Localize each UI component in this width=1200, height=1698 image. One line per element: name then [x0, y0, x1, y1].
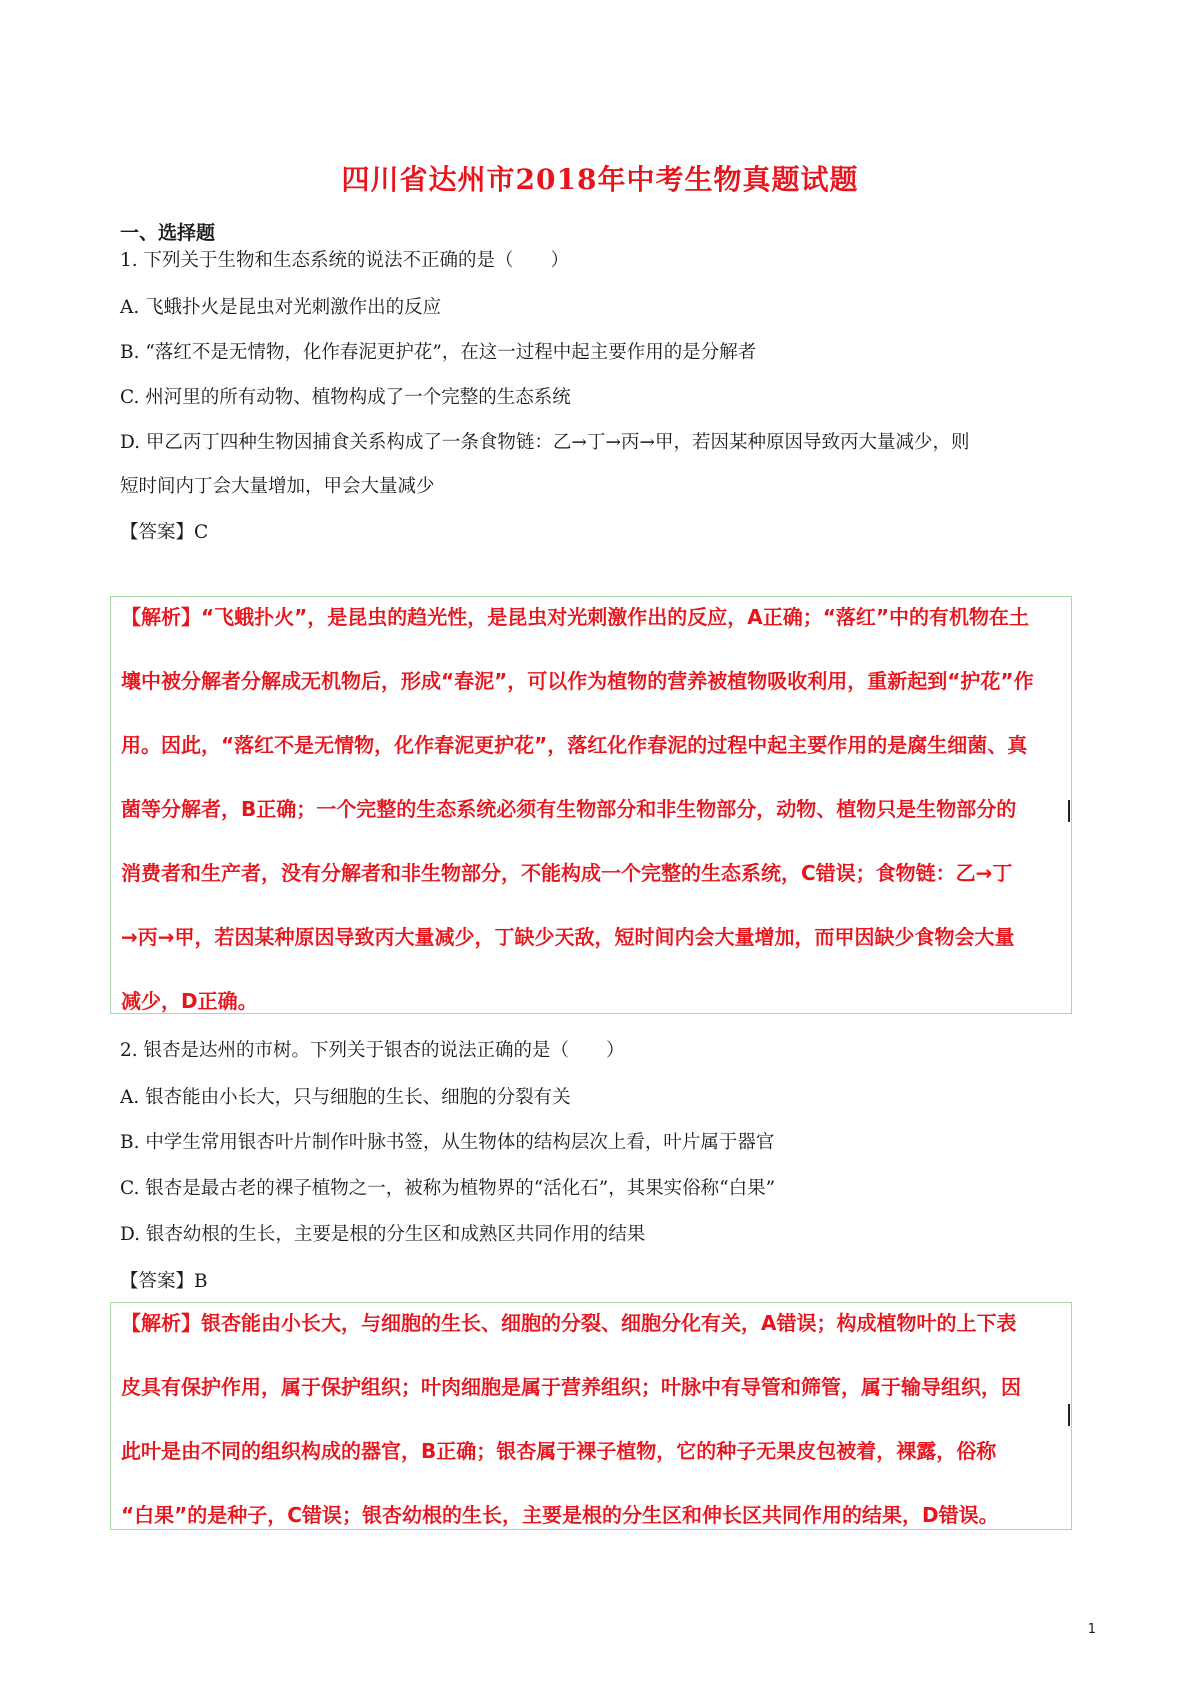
analysis-line: 【解析】“飞蛾扑火”，是昆虫的趋光性，是昆虫对光刺激作出的反应，A正确；“落红”中的有机物在土 — [121, 605, 1030, 629]
page-number: 1 — [1087, 1622, 1096, 1637]
question-1-analysis — [110, 596, 1072, 1014]
analysis-line: 壤中被分解者分解成无机物后，形成“春泥”，可以作为植物的营养被植物吸收利用，重新起到“护花”作 — [121, 669, 1034, 693]
analysis-line: 减少，D正确。 — [121, 989, 258, 1013]
question-2-analysis — [110, 1302, 1072, 1530]
cursor-mark — [1068, 1404, 1070, 1426]
analysis-line: 皮具有保护作用，属于保护组织；叶肉细胞是属于营养组织；叶脉中有导管和筛管，属于输导组织，因 — [121, 1375, 1021, 1399]
question-1-option-b: B. “落红不是无情物，化作春泥更护花”，在这一过程中起主要作用的是分解者 — [120, 342, 757, 363]
question-2-stem: 2. 银杏是达州的市树。下列关于银杏的说法正确的是（ ） — [120, 1040, 625, 1061]
analysis-line: 消费者和生产者，没有分解者和非生物部分，不能构成一个完整的生态系统，C错误；食物链：乙→丁 — [121, 861, 1013, 885]
cursor-mark — [1068, 800, 1070, 822]
analysis-line: “白果”的是种子，C错误；银杏幼根的生长，主要是根的分生区和伸长区共同作用的结果，D错误。 — [121, 1503, 999, 1527]
question-1-answer: 【答案】C — [120, 522, 209, 543]
analysis-line: 此叶是由不同的组织构成的器官，B正确；银杏属于裸子植物，它的种子无果皮包被着，裸露，俗称 — [121, 1439, 997, 1463]
page-title: 四川省达州市2018年中考生物真题试题 — [341, 163, 859, 196]
question-2-option-a: A. 银杏能由小长大，只与细胞的生长、细胞的分裂有关 — [120, 1087, 571, 1108]
question-2-option-b: B. 中学生常用银杏叶片制作叶脉书签，从生物体的结构层次上看，叶片属于器官 — [120, 1132, 775, 1153]
question-1-stem: 1. 下列关于生物和生态系统的说法不正确的是（ ） — [120, 250, 570, 271]
question-1-option-c: C. 州河里的所有动物、植物构成了一个完整的生态系统 — [120, 387, 571, 408]
question-2-option-c: C. 银杏是最古老的裸子植物之一，被称为植物界的“活化石”，其果实俗称“白果” — [120, 1178, 776, 1199]
question-2-answer: 【答案】B — [120, 1271, 208, 1292]
question-1-option-a: A. 飞蛾扑火是昆虫对光刺激作出的反应 — [120, 297, 442, 318]
analysis-line: 菌等分解者，B正确；一个完整的生态系统必须有生物部分和非生物部分，动物、植物只是生物部分的 — [121, 797, 1017, 821]
analysis-line: 【解析】银杏能由小长大，与细胞的生长、细胞的分裂、细胞分化有关，A错误；构成植物叶的上下表 — [121, 1311, 1017, 1335]
question-1-option-d: D. 甲乙丙丁四种生物因捕食关系构成了一条食物链：乙→丁→丙→甲，若因某种原因导致丙大量减少，则 — [120, 432, 970, 453]
question-1-option-d-continued: 短时间内丁会大量增加，甲会大量减少 — [120, 476, 435, 497]
section-heading: 一、选择题 — [120, 222, 216, 244]
question-2-option-d: D. 银杏幼根的生长，主要是根的分生区和成熟区共同作用的结果 — [120, 1224, 646, 1245]
analysis-line: 用。因此，“落红不是无情物，化作春泥更护花”，落红化作春泥的过程中起主要作用的是腐生细菌、真 — [121, 733, 1028, 757]
analysis-line: →丙→甲，若因某种原因导致丙大量减少，丁缺少天敌，短时间内会大量增加，而甲因缺少食物会大量 — [121, 925, 1015, 949]
